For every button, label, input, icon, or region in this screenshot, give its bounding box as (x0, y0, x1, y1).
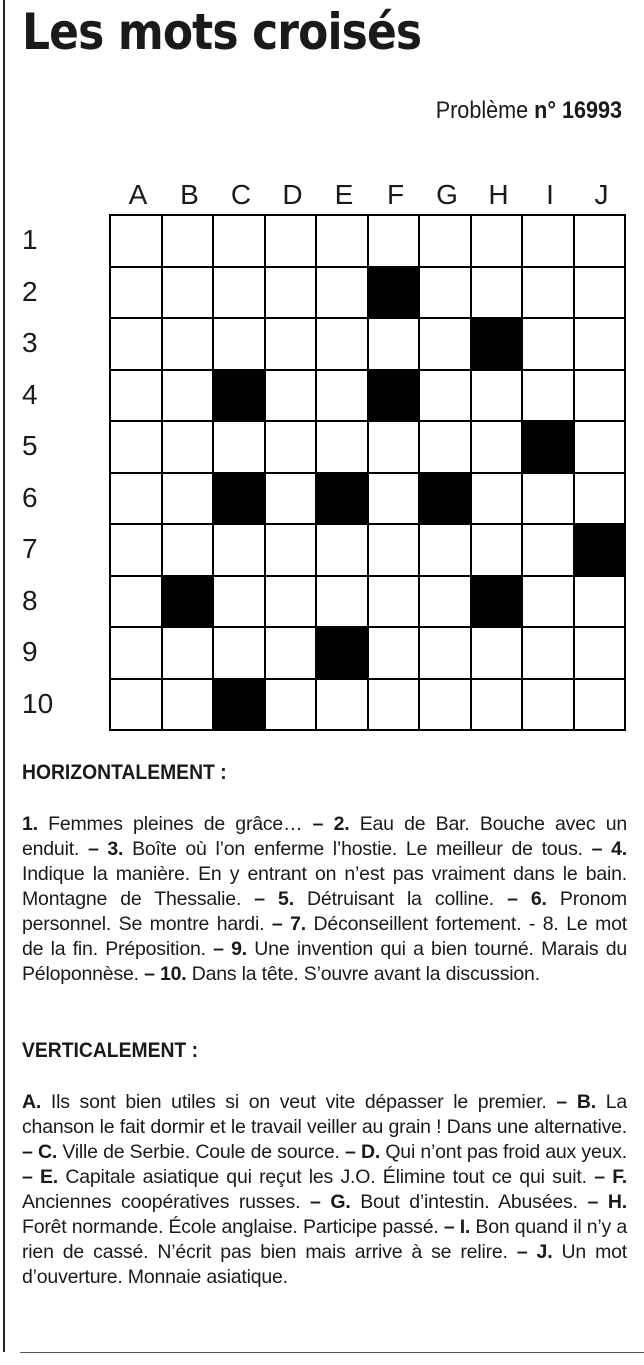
clue-number: D. (360, 1141, 381, 1163)
clue-separator: – (138, 963, 160, 985)
grid-cell[interactable] (266, 268, 318, 320)
clue-number: 4. (611, 838, 627, 860)
clue-number: C. (37, 1141, 58, 1163)
crossword-grid (109, 214, 626, 731)
row-label: 8 (22, 584, 38, 616)
grid-cell[interactable] (214, 268, 266, 320)
horizontal-heading: HORIZONTALEMENT : (22, 761, 227, 784)
grid-cell[interactable] (163, 319, 215, 371)
clue-number: A. (22, 1091, 42, 1113)
grid-cell[interactable] (369, 525, 421, 577)
grid-cell[interactable] (266, 371, 318, 423)
grid-cell[interactable] (317, 371, 369, 423)
column-label: D (282, 179, 303, 210)
column-label: J (594, 179, 609, 210)
grid-cell[interactable] (163, 525, 215, 577)
row-label: 1 (22, 224, 38, 255)
row-label: 10 (22, 687, 54, 719)
grid-cell[interactable] (111, 319, 163, 371)
grid-cell[interactable] (472, 371, 524, 423)
grid-cell[interactable] (111, 525, 163, 577)
clue-separator: – (577, 1191, 608, 1213)
black-cell (317, 628, 369, 680)
grid-cell[interactable] (472, 474, 524, 526)
grid-cell[interactable] (420, 577, 472, 629)
grid-cell[interactable] (575, 371, 627, 423)
grid-cell[interactable] (523, 371, 575, 423)
grid-cell[interactable] (214, 525, 266, 577)
grid-cell[interactable] (369, 474, 421, 526)
grid-cell[interactable] (369, 680, 421, 732)
clue-number: 6. (530, 888, 547, 910)
grid-cell[interactable] (420, 371, 472, 423)
row-label: 2 (22, 275, 38, 307)
grid-cell[interactable] (369, 319, 421, 371)
clue-number: 2. (333, 813, 350, 835)
grid-cell[interactable] (214, 628, 266, 680)
clue-number: I. (459, 1216, 471, 1238)
vertical-clues (22, 1090, 627, 1290)
grid-cell[interactable] (472, 422, 524, 474)
row-label: 5 (22, 430, 38, 461)
clue-text: Un mot d’ouverture. Monnaie asiatique. (22, 1241, 627, 1288)
clue-text: Déconseillent fortement. - 8. Le mot de la fin. Préposition. (22, 913, 627, 960)
grid-cell[interactable] (266, 319, 318, 371)
clue-separator: – (546, 1091, 577, 1113)
grid-cell[interactable] (163, 628, 215, 680)
column-label: B (180, 179, 199, 210)
grid-cell[interactable] (575, 628, 627, 680)
grid-cell[interactable] (420, 680, 472, 732)
grid-cell[interactable] (163, 680, 215, 732)
grid-cell[interactable] (575, 680, 627, 732)
column-label: A (128, 179, 148, 210)
problem-number-prefix: n° (534, 97, 556, 124)
grid-cell[interactable] (317, 577, 369, 629)
clue-separator: – (339, 1141, 361, 1163)
column-label: G (436, 179, 458, 210)
grid-cell[interactable] (163, 216, 215, 268)
clue-separator: – (300, 1191, 331, 1213)
grid-cell[interactable] (266, 422, 318, 474)
grid-cell[interactable] (523, 577, 575, 629)
clue-separator: – (494, 888, 531, 910)
grid-cell[interactable] (163, 474, 215, 526)
black-cell (163, 577, 215, 629)
problem-number (436, 96, 622, 126)
clue-text: Boîte où l’on enferme l’hostie. Le meilleur de tous. (123, 838, 583, 860)
clue-text: Une invention qui a bien tourné. Marais du Péloponnèse. (22, 938, 627, 985)
grid-cell[interactable] (317, 680, 369, 732)
grid-cell[interactable] (472, 216, 524, 268)
clue-text: Dans la tête. S’ouvre avant la discussion. (186, 963, 540, 985)
clue-separator: – (264, 913, 291, 935)
grid-cell[interactable] (420, 422, 472, 474)
grid-cell[interactable] (266, 680, 318, 732)
column-label: H (488, 179, 509, 210)
grid-cell[interactable] (111, 680, 163, 732)
clue-text: Forêt normande. École anglaise. Participe passé. (22, 1216, 439, 1238)
grid-cell[interactable] (111, 268, 163, 320)
horizontal-clues (22, 812, 627, 987)
black-cell (214, 371, 266, 423)
grid-cell[interactable] (266, 628, 318, 680)
grid-cell[interactable] (523, 525, 575, 577)
black-cell (472, 319, 524, 371)
grid-cell[interactable] (266, 216, 318, 268)
grid-cell[interactable] (163, 268, 215, 320)
clue-text: La chanson le fait dormir et le travail veiller au grain ! Dans une alternative. (22, 1091, 627, 1138)
black-cell (575, 525, 627, 577)
black-cell (214, 680, 266, 732)
clue-number: 1. (22, 813, 38, 835)
grid-cell[interactable] (420, 268, 472, 320)
grid-cell[interactable] (420, 525, 472, 577)
grid-cell[interactable] (317, 216, 369, 268)
row-label: 3 (22, 327, 38, 358)
clue-separator: – (79, 838, 108, 860)
black-cell (214, 474, 266, 526)
grid-cell[interactable] (575, 319, 627, 371)
clue-text: Bout d’intestin. Abusées. (350, 1191, 578, 1213)
clue-text: Qui n’ont pas froid aux yeux. (380, 1141, 627, 1163)
clue-separator: – (438, 1216, 460, 1238)
problem-label: Problème (435, 97, 529, 124)
clue-separator: – (22, 1141, 38, 1163)
grid-cell[interactable] (111, 371, 163, 423)
grid-cell[interactable] (472, 525, 524, 577)
column-label: E (334, 179, 354, 210)
grid-cell[interactable] (214, 422, 266, 474)
grid-cell[interactable] (369, 422, 421, 474)
grid-cell[interactable] (214, 577, 266, 629)
clue-text: Femmes pleines de grâce… (37, 813, 313, 835)
column-label: C (230, 179, 252, 210)
grid-cell[interactable] (472, 680, 524, 732)
grid-cell[interactable] (163, 371, 215, 423)
clue-text: Bon quand il n’y a rien de cassé. N’écrit pas bien mais arrive à se relire. (22, 1216, 627, 1263)
grid-cell[interactable] (111, 216, 163, 268)
clue-number: 9. (231, 938, 247, 960)
clue-text: Anciennes coopératives russes. (22, 1191, 301, 1213)
grid-cell[interactable] (523, 268, 575, 320)
grid-cell[interactable] (523, 216, 575, 268)
grid-cell[interactable] (266, 577, 318, 629)
clue-text: Eau de Bar. Bouche avec un enduit. (22, 813, 627, 860)
grid-cell[interactable] (163, 422, 215, 474)
grid-cell[interactable] (317, 319, 369, 371)
black-cell (472, 577, 524, 629)
grid-cell[interactable] (472, 628, 524, 680)
clue-number: B. (576, 1091, 596, 1113)
clue-separator: – (22, 1166, 40, 1188)
grid-cell[interactable] (575, 268, 627, 320)
grid-cell[interactable] (317, 525, 369, 577)
grid-cell[interactable] (575, 216, 627, 268)
clue-number: F. (612, 1166, 627, 1188)
black-cell (420, 474, 472, 526)
column-label: F (386, 179, 405, 210)
grid-cell[interactable] (369, 577, 421, 629)
clue-text: Pronom personnel. Se montre hardi. (22, 888, 627, 935)
clue-separator: – (586, 1166, 613, 1188)
clue-text: Indique la manière. En y entrant on n’est pas vraiment dans le bain. Montagne de Thessalie. (22, 863, 627, 910)
grid-cell[interactable] (266, 525, 318, 577)
black-cell (369, 371, 421, 423)
grid-cell[interactable] (420, 216, 472, 268)
clue-number: 10. (159, 963, 187, 985)
row-label: 4 (22, 378, 38, 410)
grid-cell[interactable] (317, 268, 369, 320)
grid-cell[interactable] (266, 474, 318, 526)
black-cell (523, 422, 575, 474)
clue-text: Capitale asiatique qui reçut les J.O. Élimine tout ce qui suit. (58, 1166, 587, 1188)
column-label: I (546, 179, 554, 210)
grid-cell[interactable] (111, 577, 163, 629)
grid-cell[interactable] (420, 319, 472, 371)
vertical-heading: VERTICALEMENT : (22, 1039, 199, 1062)
grid-cell[interactable] (420, 628, 472, 680)
clue-separator: – (507, 1241, 537, 1263)
row-label: 9 (22, 636, 38, 667)
clue-separator: – (241, 888, 279, 910)
grid-cell[interactable] (214, 319, 266, 371)
clue-text: Ils sont bien utiles si on veut vite dépasser le premier. (41, 1091, 547, 1113)
grid-cell[interactable] (472, 268, 524, 320)
grid-cell[interactable] (369, 628, 421, 680)
grid-cell[interactable] (523, 319, 575, 371)
grid-cell[interactable] (575, 422, 627, 474)
problem-number-value: 16993 (561, 97, 622, 124)
row-label: 6 (22, 481, 38, 513)
clue-number: G. (330, 1191, 351, 1213)
grid-cell[interactable] (523, 680, 575, 732)
grid-cell[interactable] (317, 422, 369, 474)
clue-separator: – (312, 813, 334, 835)
clue-separator: – (582, 838, 612, 860)
grid-cell[interactable] (369, 216, 421, 268)
clue-number: 7. (290, 913, 306, 935)
grid-cell[interactable] (111, 474, 163, 526)
grid-cell[interactable] (523, 628, 575, 680)
clue-text: Ville de Serbie. Coule de source. (57, 1141, 340, 1163)
grid-cell[interactable] (111, 628, 163, 680)
grid-cell[interactable] (575, 577, 627, 629)
bottom-rule (20, 1352, 644, 1353)
row-label: 7 (22, 533, 38, 564)
grid-cell[interactable] (523, 474, 575, 526)
black-cell (369, 268, 421, 320)
clue-text: Détruisant la colline. (293, 888, 495, 910)
grid-cell[interactable] (111, 422, 163, 474)
black-cell (317, 474, 369, 526)
page-title: Les mots croisés (22, 3, 422, 61)
clue-number: 3. (107, 838, 124, 860)
clue-separator: – (205, 938, 232, 960)
clue-number: 5. (278, 888, 294, 910)
grid-cell[interactable] (575, 474, 627, 526)
left-border-rule (3, 0, 5, 1352)
grid-cell[interactable] (214, 216, 266, 268)
clue-number: E. (40, 1166, 59, 1188)
clue-number: H. (607, 1191, 627, 1213)
clue-number: J. (536, 1241, 553, 1263)
